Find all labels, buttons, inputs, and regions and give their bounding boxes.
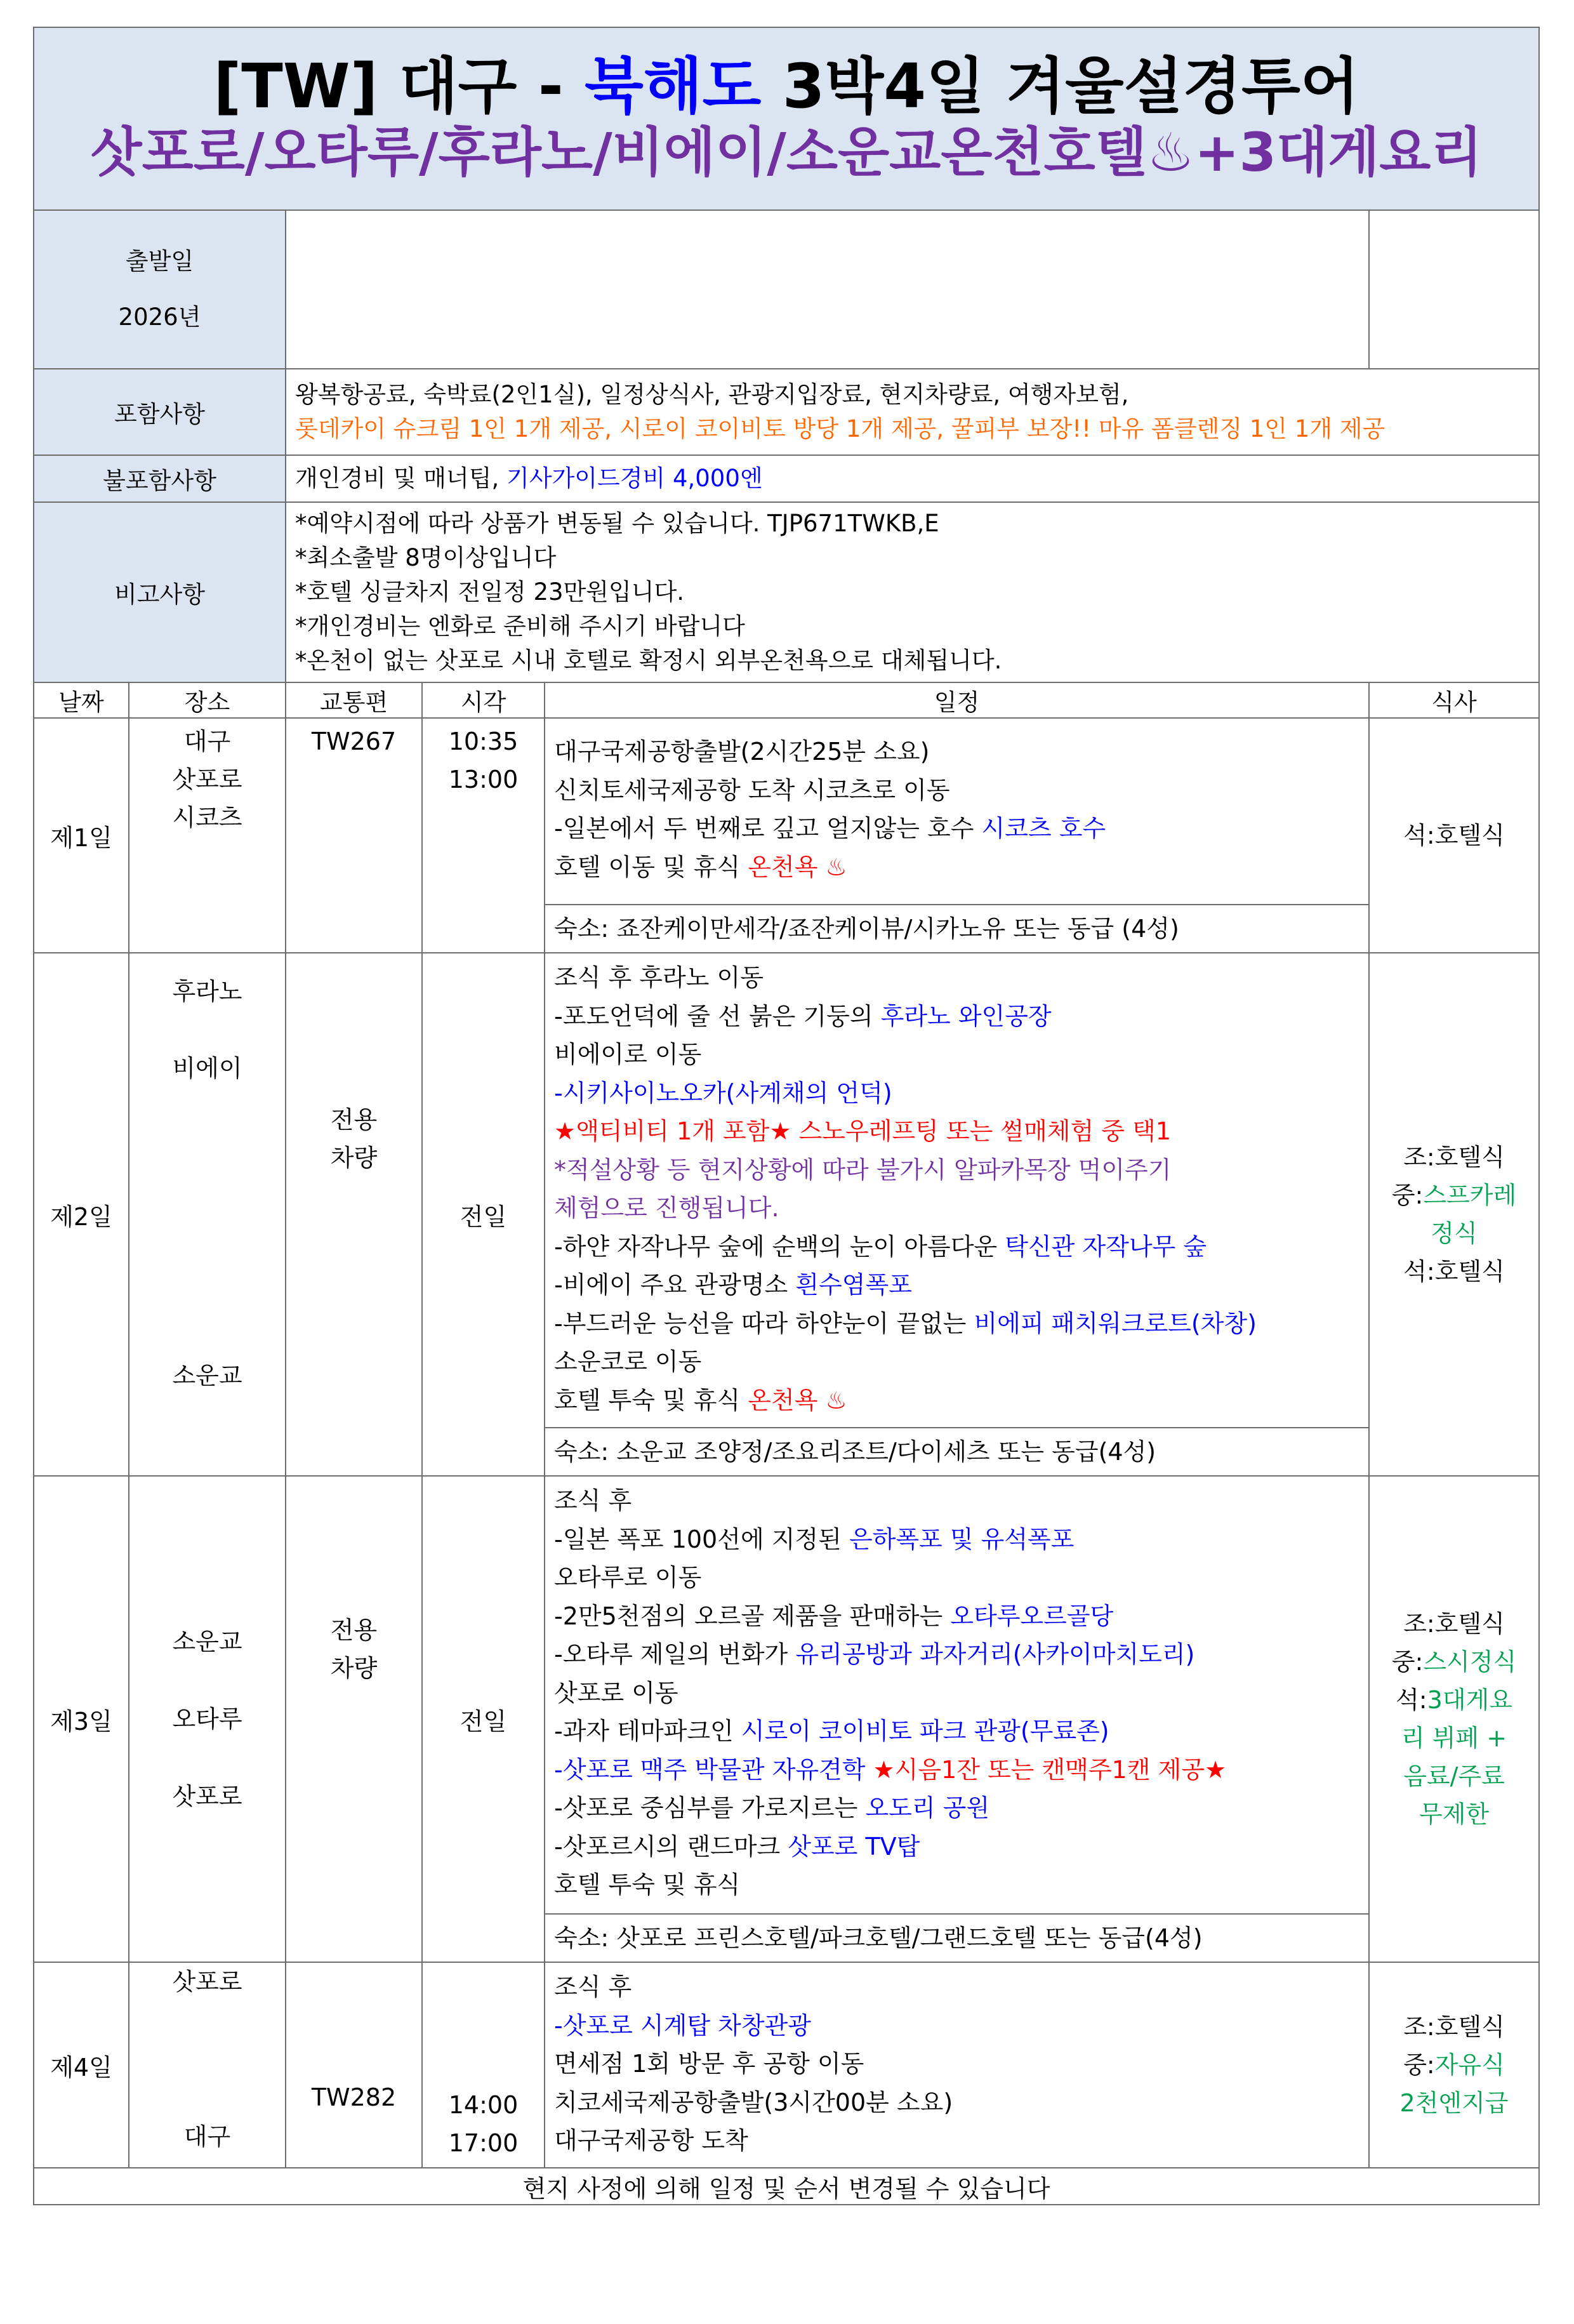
header-place: 장소 — [129, 682, 286, 718]
departure-year: 2026년 — [118, 303, 201, 331]
day3-schedule: 조식 후 -일본 폭포 100선에 지정된 은하폭포 및 유석폭포 오타루로 이동 -2만5천점의 오르골 제품을 판매하는 오타루오르골당 -오타루 제일의 번화가 유리공방과 과자거리(사카이마치도리) 삿포로 이동 -과자 테마파크인 시로이 코이비토 파크 관광(무료존) -삿포로 맥주 박물관 자유견학 ★시음1잔 또는 캔맥주1캔 제공★ -삿포로 중심부를 가로지르는 오도리 공원 -삿포르시의 랜드마크 삿포로 TV탑 호텔 투숙 및 휴식 — [545, 1476, 1369, 1914]
footer-row — [34, 2168, 1539, 2205]
header-transport: 교통편 — [286, 682, 422, 718]
day4-meals: 조:호텔식 중:자유식 2천엔지급 — [1369, 1962, 1539, 2168]
included-content — [286, 369, 1539, 455]
day1-times: 10:35 13:00 — [422, 718, 545, 953]
included-line1: 왕복항공료, 숙박료(2인1실), 일정상식사, 관광지입장료, 현지차량료, 여행자보험, — [295, 381, 1129, 408]
page-title: [TW] 대구 - 북해도 3박4일 겨울설경투어 — [213, 50, 1359, 122]
included-label: 포함사항 — [34, 369, 286, 455]
title-row — [34, 27, 1539, 210]
day2-transport: 전용 차량 — [286, 953, 422, 1476]
excluded-row — [34, 455, 1539, 502]
header-schedule: 일정 — [545, 682, 1369, 718]
day1-meals: 석:호텔식 — [1369, 718, 1539, 953]
remark-line: *온천이 없는 삿포로 시내 호텔로 확정시 외부온천욕으로 대체됩니다. — [295, 647, 1002, 674]
included-row — [34, 369, 1539, 455]
day1-stay: 숙소: 죠잔케이만세각/죠잔케이뷰/시카노유 또는 동급 (4성) — [545, 905, 1369, 953]
day4-times: 14:00 17:00 — [422, 1962, 545, 2168]
departure-row — [34, 210, 1539, 369]
day4-label: 제4일 — [34, 1962, 129, 2168]
day3-row — [34, 1476, 1539, 1914]
day1-row — [34, 718, 1539, 905]
excluded-label: 불포함사항 — [34, 455, 286, 502]
schedule-header-row — [34, 682, 1539, 718]
excluded-highlight: 기사가이드경비 4,000엔 — [506, 465, 763, 492]
day3-meals: 조:호텔식 중:스시정식 석:3대게요 리 뷔페 + 음료/주료 무제한 — [1369, 1476, 1539, 1962]
departure-dates-cell — [286, 210, 1369, 369]
day3-transport: 전용 차량 — [286, 1476, 422, 1962]
day3-label: 제3일 — [34, 1476, 129, 1962]
day4-schedule: 조식 후 -삿포로 시계탑 차창관광 면세점 1회 방문 후 공항 이동 치코세국제공항출발(3시간00분 소요) 대구국제공항 도착 — [545, 1962, 1369, 2168]
day2-time: 전일 — [422, 953, 545, 1476]
departure-extra-cell — [1369, 210, 1539, 369]
day1-schedule: 대구국제공항출발(2시간25분 소요) 신치토세국제공항 도착 시코츠로 이동 -일본에서 두 번째로 깊고 얼지않는 호수 시코츠 호수 호텔 이동 및 휴식 온천욕 ♨ — [545, 718, 1369, 905]
remarks-content — [286, 502, 1539, 682]
header-time: 시각 — [422, 682, 545, 718]
header-meal: 식사 — [1369, 682, 1539, 718]
day2-label: 제2일 — [34, 953, 129, 1476]
footer-note: 현지 사정에 의해 일정 및 순서 변경될 수 있습니다 — [34, 2168, 1539, 2205]
itinerary-table — [33, 27, 1540, 2205]
remark-line: *호텔 싱글차지 전일정 23만원입니다. — [295, 578, 685, 606]
departure-label-cell — [34, 210, 286, 369]
remarks-row — [34, 502, 1539, 682]
day3-time: 전일 — [422, 1476, 545, 1962]
excluded-content: 개인경비 및 매너팁, 기사가이드경비 4,000엔 — [286, 455, 1539, 502]
day4-transport: TW282 — [286, 1962, 422, 2168]
included-line2: 롯데카이 슈크림 1인 1개 제공, 시로이 코이비토 방당 1개 제공, 꿀피부 보장!! 마유 폼클렌징 1인 1개 제공 — [295, 415, 1386, 442]
remark-line: *예약시점에 따라 상품가 변동될 수 있습니다. TJP671TWKB,E — [295, 510, 939, 537]
day2-places: 후라노 비에이 소운교 — [129, 953, 286, 1476]
remark-line: *최소출발 8명이상입니다 — [295, 544, 557, 571]
title-cell — [34, 27, 1539, 210]
remarks-label: 비고사항 — [34, 502, 286, 682]
day1-transport: TW267 — [286, 718, 422, 953]
title-highlight: 북해도 — [585, 50, 762, 122]
day4-row — [34, 1962, 1539, 2168]
day2-meals: 조:호텔식 중:스프카레 정식 석:호텔식 — [1369, 953, 1539, 1476]
page-subtitle: 삿포로/오타루/후라노/비에이/소운교온천호텔♨+3대게요리 — [90, 121, 1483, 184]
header-date: 날짜 — [34, 682, 129, 718]
day4-places: 삿포로 대구 — [129, 1962, 286, 2168]
departure-label: 출발일 — [125, 248, 194, 275]
day3-stay: 숙소: 삿포로 프린스호텔/파크호텔/그랜드호텔 또는 동급(4성) — [545, 1914, 1369, 1962]
day1-places: 대구 삿포로 시코츠 — [129, 718, 286, 953]
day3-places: 소운교 오타루 삿포로 — [129, 1476, 286, 1962]
day1-label: 제1일 — [34, 718, 129, 953]
day2-schedule: 조식 후 후라노 이동 -포도언덕에 줄 선 붉은 기둥의 후라노 와인공장 비에이로 이동 -시키사이노오카(사계채의 언덕) ★액티비티 1개 포함★ 스노우레프팅 또는 썰매체험 중 택1 *적설상황 등 현지상황에 따라 불가시 알파카목장 먹이주기 체험으로 진행됩니다. -하얀 자작나무 숲에 순백의 눈이 아름다운 탁신관 자작나무 숲 -비에이 주요 관광명소 흰수염폭포 -부드러운 능선을 따라 하얀눈이 끝없는 비에피 패치워크로트(차창) 소운코로 이동 호텔 투숙 및 휴식 온천욕 ♨ — [545, 953, 1369, 1428]
itinerary-sheet — [33, 27, 1538, 2205]
day2-stay: 숙소: 소운교 조양정/조요리조트/다이세츠 또는 동급(4성) — [545, 1428, 1369, 1476]
day2-row — [34, 953, 1539, 1428]
remark-line: *개인경비는 엔화로 준비해 주시기 바랍니다 — [295, 613, 745, 640]
